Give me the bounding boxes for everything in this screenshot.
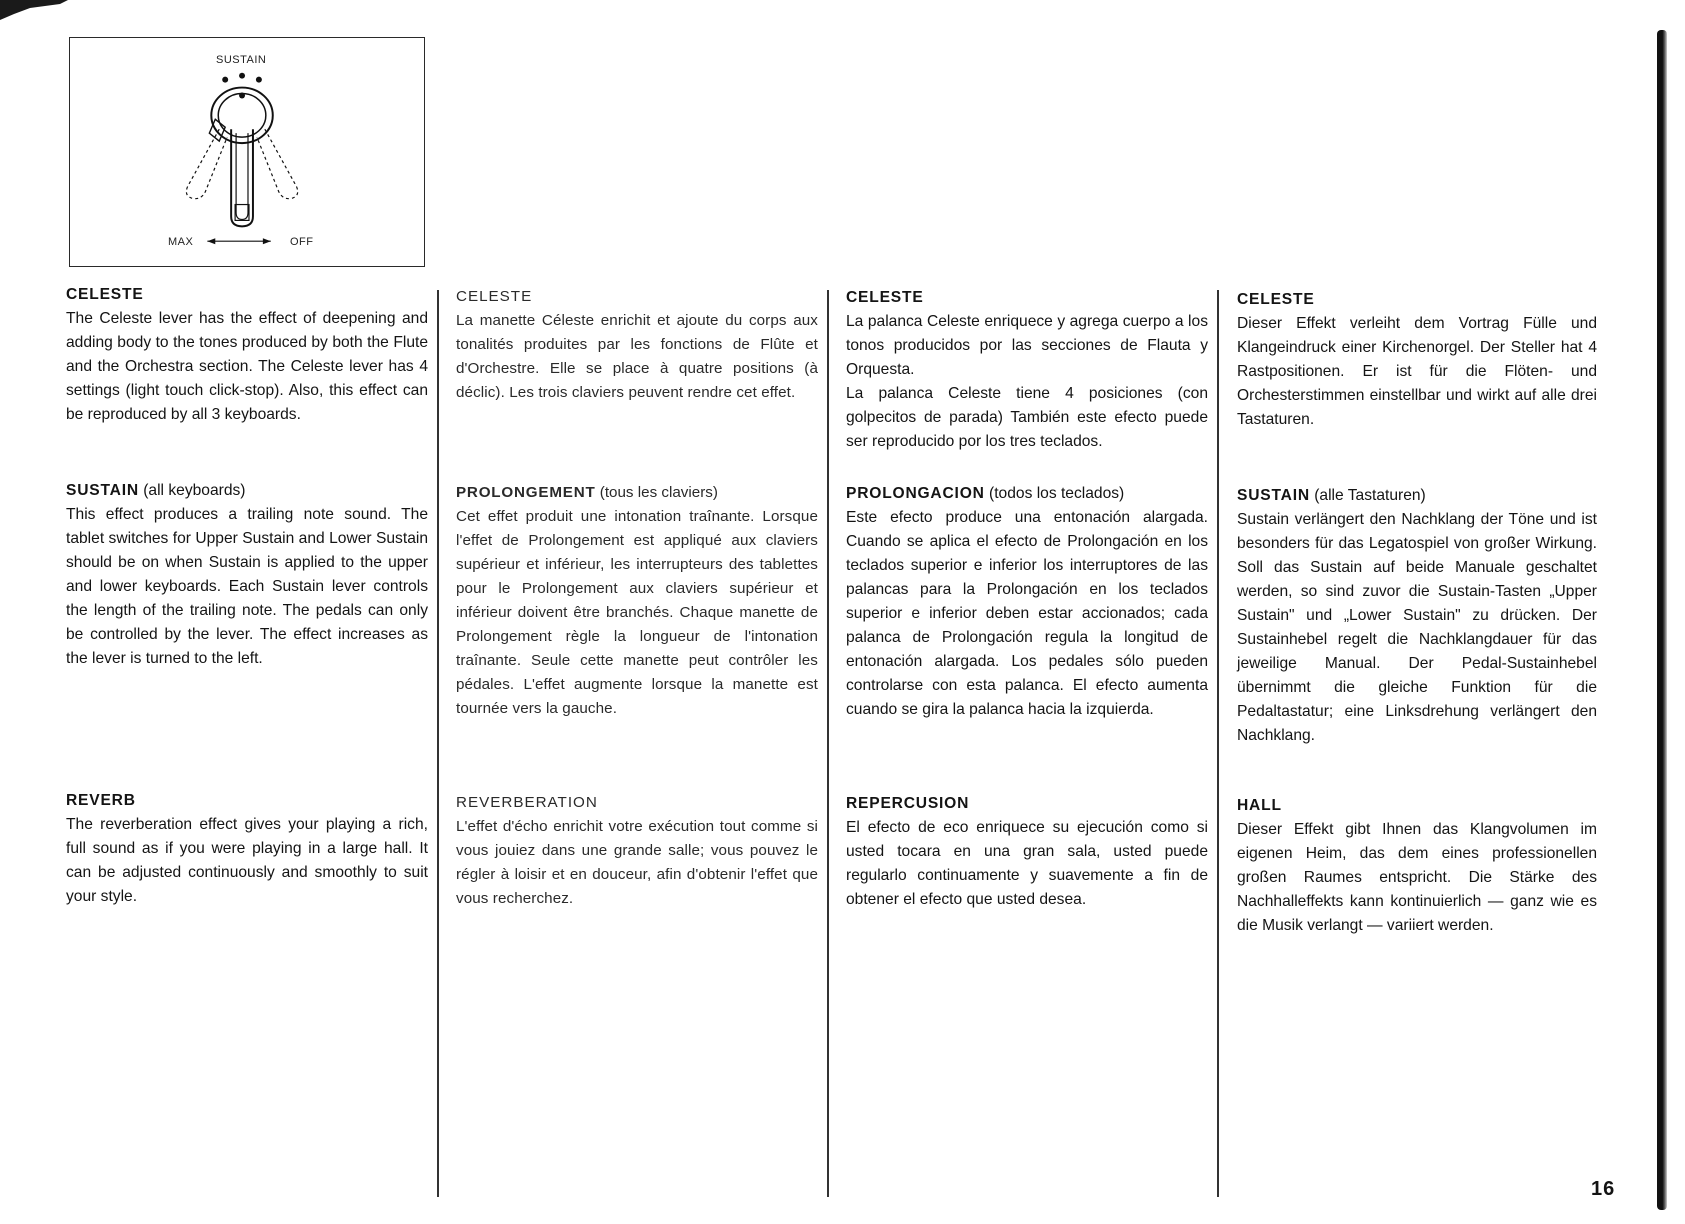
column-divider-3	[1217, 290, 1219, 1197]
section-celeste-es	[846, 286, 1208, 454]
text-celeste-fr: La manette Céleste enrichit et ajoute du corps aux tonalités produites par les fonctions de Flûte et d'Orchestre. Elle se place à quatre positions (à déclic). Les trois claviers peuvent rendre cet effet.	[456, 312, 818, 401]
section-celeste-fr	[456, 285, 818, 405]
max-label: MAX	[168, 236, 194, 248]
heading-reverb-de: HALL	[1237, 797, 1282, 814]
sustain-label: SUSTAIN	[216, 54, 267, 66]
heading-sustain-es: PROLONGACION (todos los teclados)	[846, 485, 1125, 502]
heading-sustain-fr: PROLONGEMENT (tous les claviers)	[456, 484, 718, 501]
heading-reverb-en: REVERB	[66, 792, 136, 809]
text-celeste-es-1: La palanca Celeste enriquece y agrega cuerpo a los tonos producidos por las secciones de Flauta y Orquesta.	[846, 313, 1208, 378]
section-reverb-fr	[456, 791, 818, 911]
section-sustain-fr	[456, 481, 818, 721]
column-divider-2	[827, 290, 829, 1197]
section-celeste-en	[66, 283, 428, 427]
heading-reverb-es: REPERCUSION	[846, 795, 970, 812]
heading-celeste-fr: CELESTE	[456, 288, 533, 305]
heading-celeste-es: CELESTE	[846, 289, 924, 306]
heading-sustain-de: SUSTAIN (alle Tastaturen)	[1237, 487, 1426, 504]
text-reverb-fr: L'effet d'écho enrichit votre exécution tout comme si vous jouiez dans une grande salle; vous pouvez le régler à loisir et en douceur, afin d'obtenir l'effet que vous recherchez.	[456, 818, 818, 907]
section-reverb-es	[846, 792, 1208, 912]
off-label: OFF	[290, 236, 314, 248]
section-sustain-de	[1237, 484, 1597, 748]
text-reverb-es: El efecto de eco enriquece su ejecución como si usted tocara en una gran sala, usted puede regularlo continuamente y suavemente a fin de obtener el efecto que usted desea.	[846, 819, 1208, 908]
text-celeste-de: Dieser Effekt verleiht dem Vortrag Fülle und Klangeindruck einer Kirchenorgel. Der Steller hat 4 Rastpositionen. Er ist für die Flöten- und Orchesterstimmen einstellbar und wirkt auf alle drei Tastaturen.	[1237, 315, 1597, 428]
text-sustain-fr: Cet effet produit une intonation traînante. Lorsque l'effet de Prolongement est appliqué aux claviers supérieur et inférieur, les interrupteurs des tablettes pour le Prolongement aux claviers supérieur et inférieur doivent être branchés. Chaque manette de Prolongement règle la longueur de l'intonation traînante. Seule cette manette peut contrôler les pédales. L'effet augmente lorsque la manette est tournée vers la gauche.	[456, 508, 818, 717]
text-sustain-es: Este efecto produce una entonación alargada. Cuando se aplica el efecto de Prolongación en los teclados superior e inferior los interruptores de las palancas para la Prolongación en los teclados superior e inferior deben estar accionados; cada palanca de Prolongación regula la longitud de entonación alargada. Los pedales sólo pueden controlarse con esta palanca. El efecto aumenta cuando se gira la palanca hacia la izquierda.	[846, 509, 1208, 718]
text-sustain-en: This effect produces a trailing note sound. The tablet switches for Upper Sustain and Lower Sustain should be on when Sustain is applied to the upper and lower keyboards. Each Sustain lever controls the length of the trailing note. The pedals can only be controlled by the lever. The effect increases as the lever is turned to the left.	[66, 506, 428, 667]
section-celeste-de	[1237, 288, 1597, 432]
section-reverb-en	[66, 789, 428, 909]
heading-sustain-en: SUSTAIN (all keyboards)	[66, 482, 246, 499]
heading-celeste-en: CELESTE	[66, 286, 144, 303]
section-sustain-es	[846, 482, 1208, 722]
text-celeste-en: The Celeste lever has the effect of deepening and adding body to the tones produced by both the Flute and the Orchestra section. The Celeste lever has 4 settings (light touch click-stop). Also, this effect can be reproduced by all 3 keyboards.	[66, 310, 428, 423]
column-divider-1	[437, 290, 439, 1197]
text-reverb-en: The reverberation effect gives your playing a rich, full sound as if you were playing in a large hall. It can be adjusted continuously and smoothly to suit your style.	[66, 816, 428, 905]
heading-reverb-fr: REVERBERATION	[456, 794, 598, 811]
scan-corner-mark	[0, 0, 70, 22]
sustain-lever-illustration	[70, 38, 424, 266]
heading-celeste-de: CELESTE	[1237, 291, 1315, 308]
binding-edge	[1657, 30, 1667, 1210]
text-reverb-de: Dieser Effekt gibt Ihnen das Klangvolumen im eigenen Heim, das dem eines professionellen großen Raumes entspricht. Die Stärke des Nachhalleffekts kann kontinuierlich — ganz wie es die Musik verlangt — variiert werden.	[1237, 821, 1597, 934]
sustain-lever-diagram	[69, 37, 425, 267]
section-reverb-de	[1237, 794, 1597, 938]
text-sustain-de: Sustain verlängert den Nachklang der Töne und ist besonders für das Legatospiel von großer Wirkung. Soll das Sustain auf beide Manuale geschaltet werden, so sind zuvor die Sustain-Tasten „Upper Sustain" und „Lower Sustain" zu drücken. Der Sustainhebel regelt die Nachklangdauer für das jeweilige Manual. Der Pedal-Sustainhebel übernimmt die gleiche Funktion für die Pedaltastatur; eine Linksdrehung verlängert den Nachklang.	[1237, 511, 1597, 744]
text-celeste-es-2: La palanca Celeste tiene 4 posiciones (con golpecitos de parada) También este efecto puede ser reproducido por los tres teclados.	[846, 385, 1208, 450]
section-sustain-en	[66, 479, 428, 671]
page-number: 16	[1591, 1178, 1616, 1200]
